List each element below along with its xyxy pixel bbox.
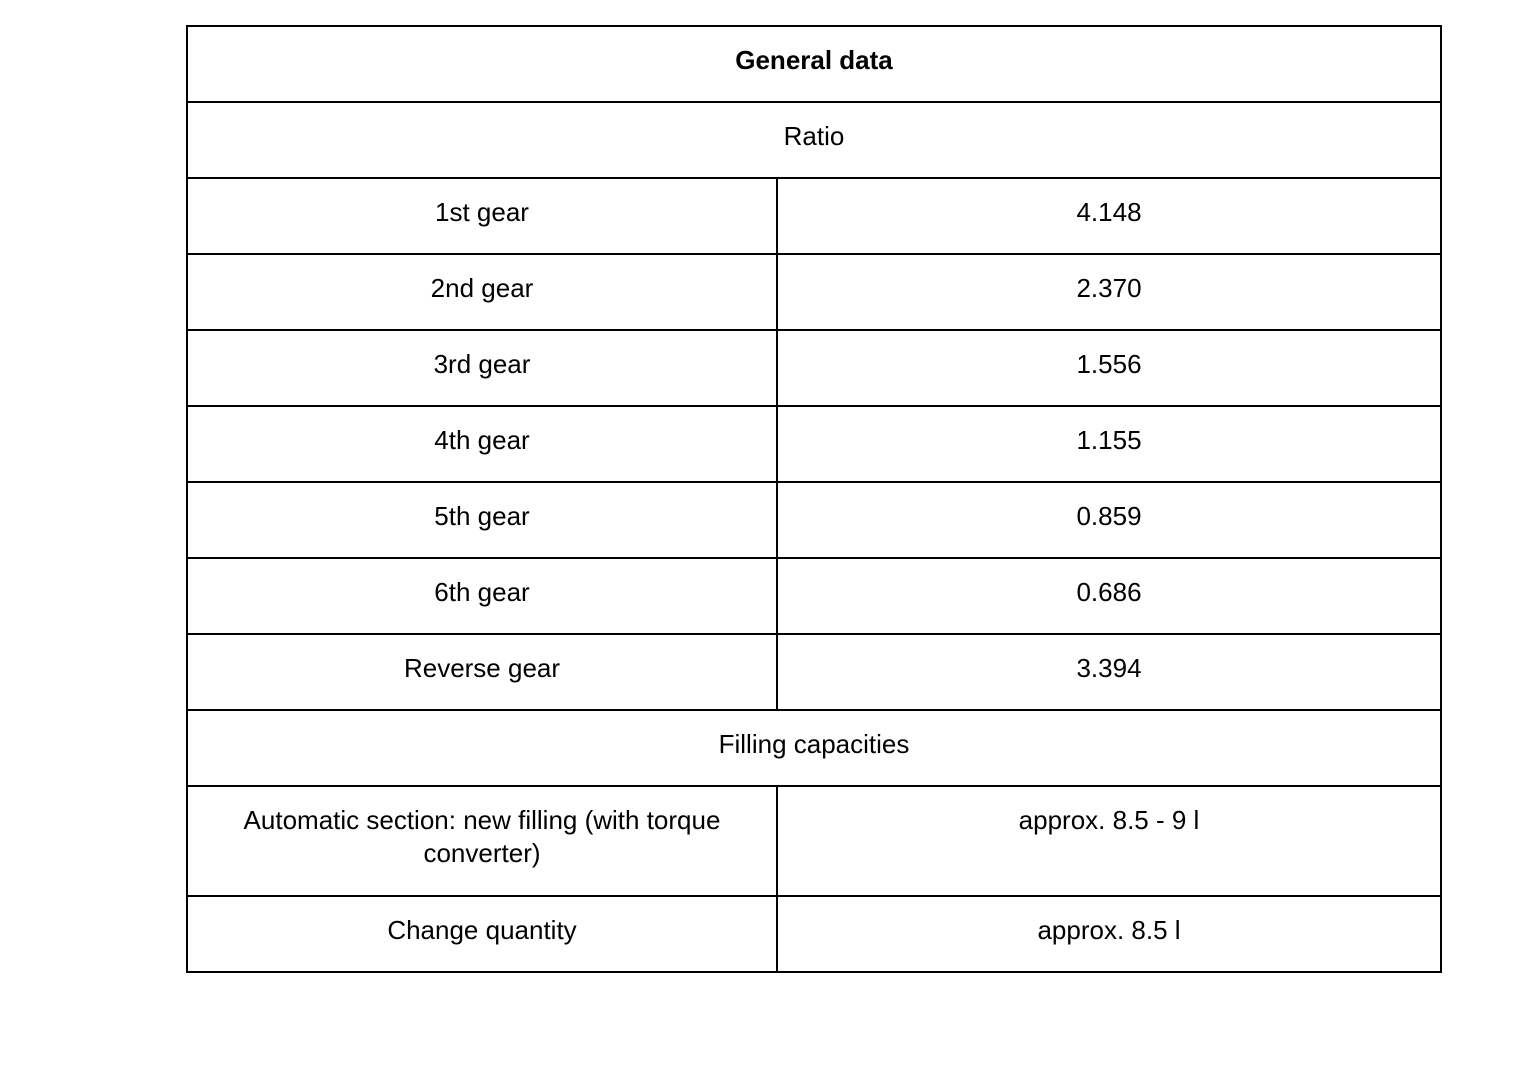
- table-row: [187, 634, 1441, 710]
- section-heading-row: [187, 710, 1441, 786]
- table-row: [187, 330, 1441, 406]
- table-row: [187, 896, 1441, 972]
- gear-label: 2nd gear: [187, 254, 777, 330]
- table-title-row: [187, 26, 1441, 102]
- table-row: [187, 482, 1441, 558]
- gear-ratio-value: 1.155: [777, 406, 1441, 482]
- gear-label: 1st gear: [187, 178, 777, 254]
- gear-label: 4th gear: [187, 406, 777, 482]
- table-title: General data: [187, 26, 1441, 102]
- table-row: [187, 786, 1441, 896]
- table-row: [187, 558, 1441, 634]
- gear-ratio-value: 1.556: [777, 330, 1441, 406]
- general-data-table: [186, 25, 1442, 973]
- section-heading-row: [187, 102, 1441, 178]
- gear-ratio-value: 2.370: [777, 254, 1441, 330]
- ratio-heading: Ratio: [187, 102, 1441, 178]
- gear-ratio-value: 0.686: [777, 558, 1441, 634]
- gear-label: 5th gear: [187, 482, 777, 558]
- gear-ratio-value: 0.859: [777, 482, 1441, 558]
- gear-label: 3rd gear: [187, 330, 777, 406]
- gear-ratio-value: 3.394: [777, 634, 1441, 710]
- gear-label: 6th gear: [187, 558, 777, 634]
- capacity-label: Automatic section: new filling (with torque converter): [187, 786, 777, 896]
- capacity-label: Change quantity: [187, 896, 777, 972]
- filling-capacities-heading: Filling capacities: [187, 710, 1441, 786]
- capacity-value: approx. 8.5 l: [777, 896, 1441, 972]
- capacity-value: approx. 8.5 - 9 l: [777, 786, 1441, 896]
- table-row: [187, 406, 1441, 482]
- table-row: [187, 254, 1441, 330]
- gear-label: Reverse gear: [187, 634, 777, 710]
- table-row: [187, 178, 1441, 254]
- gear-ratio-value: 4.148: [777, 178, 1441, 254]
